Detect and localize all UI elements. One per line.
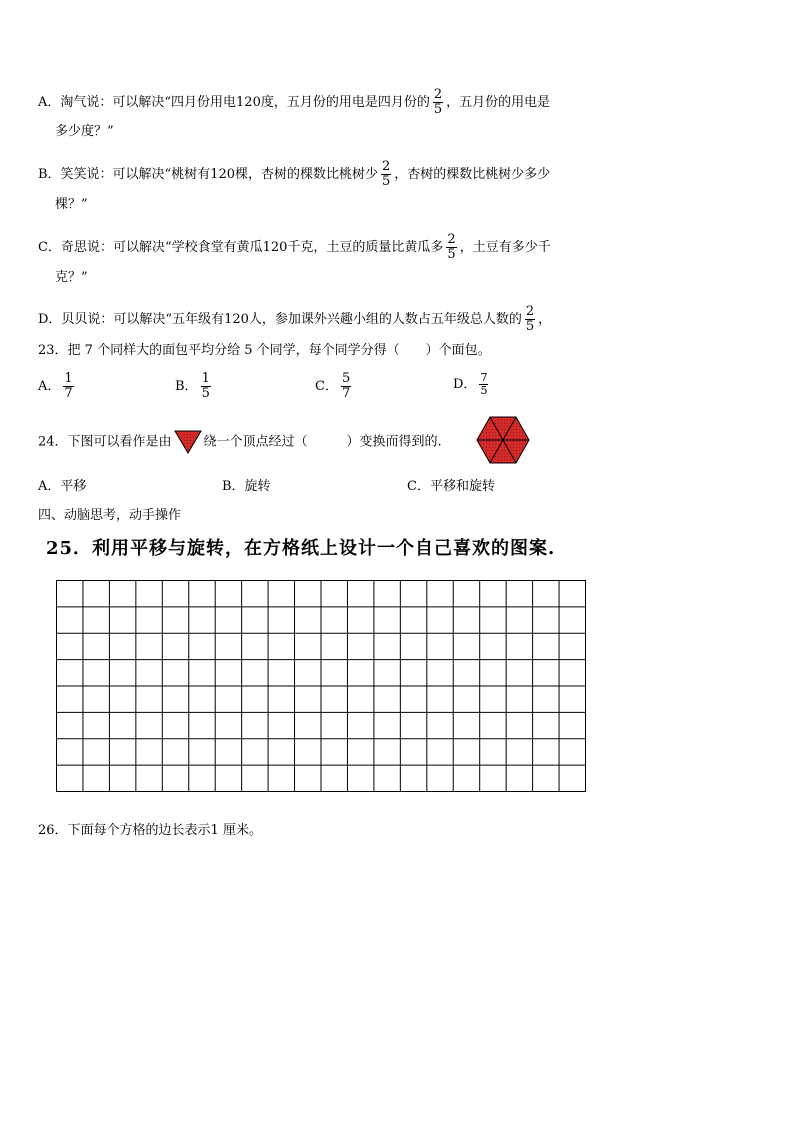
choice-label: C． — [315, 379, 338, 394]
question-23: 23．把 7 个同样大的面包平均分给 5 个同学，每个同学分得（ ）个面包。 — [38, 343, 491, 358]
fraction-denominator: 5 — [480, 384, 488, 397]
q23-choice-c[interactable] — [315, 372, 354, 401]
choice-fraction — [341, 372, 351, 401]
question-26: 26．下面每个方格的边长表示1 厘米。 — [38, 823, 262, 838]
fraction-2-5 — [525, 305, 535, 334]
fraction-denominator: 5 — [433, 102, 443, 117]
fraction-denominator: 7 — [64, 386, 73, 401]
fraction-denominator: 5 — [201, 386, 210, 401]
fraction-2-5 — [433, 88, 443, 117]
fraction-denominator: 5 — [447, 247, 456, 262]
option-c-text: C．奇思说：可以解决“学校食堂有黄瓜120千克，土豆的质量比黄瓜多 — [38, 240, 444, 255]
fraction-denominator: 5 — [525, 319, 535, 334]
fraction-2-5 — [381, 160, 391, 189]
option-a-text: A．淘气说：可以解决“四月份用电120度，五月份的用电是四月份的 — [38, 95, 430, 110]
red-triangle-icon — [174, 430, 202, 454]
option-d-line1 — [38, 305, 551, 334]
q24-text-before: 24．下图可以看作是由 — [38, 434, 172, 450]
section-4-heading: 四、动脑思考，动手操作 — [38, 508, 182, 523]
choice-fraction — [63, 372, 73, 401]
grid-lines — [56, 580, 586, 792]
fraction-numerator: 2 — [433, 87, 443, 102]
choice-fraction — [201, 372, 211, 401]
option-b-text: B．笑笑说：可以解决“桃树有120棵，杏树的棵数比桃树少 — [38, 167, 379, 182]
q24-text-after: 绕一个顶点经过（ ）变换而得到的. — [203, 434, 442, 450]
fraction-numerator: 2 — [447, 232, 456, 247]
option-a-text-end: ，五月份的用电是 — [446, 95, 551, 110]
fraction-2-5 — [446, 233, 456, 262]
fraction-denominator: 5 — [382, 174, 391, 189]
option-b-text-end: ，杏树的棵数比桃树少多少 — [394, 167, 551, 182]
option-c-line2: 克？” — [55, 270, 88, 285]
option-c-text-end: ，土豆有多少千 — [459, 240, 551, 255]
hexagon-figure-icon — [476, 416, 530, 464]
question-25: 25．利用平移与旋转，在方格纸上设计一个自己喜欢的图案. — [46, 538, 556, 559]
choice-label: D． — [453, 377, 477, 392]
choice-label: B． — [175, 379, 198, 394]
fraction-numerator: 5 — [341, 371, 351, 386]
option-a-line1 — [38, 88, 550, 117]
choice-label: A． — [38, 379, 61, 394]
option-d-text-end: ， — [538, 312, 552, 327]
fraction-numerator: 1 — [201, 371, 210, 386]
option-a-line2: 多少度？” — [55, 124, 114, 139]
q23-choice-a[interactable] — [38, 372, 77, 401]
option-b-line2: 棵？” — [55, 197, 88, 212]
fraction-numerator: 7 — [480, 371, 488, 384]
option-d-text: D．贝贝说：可以解决“五年级有120人，参加课外兴趣小组的人数占五年级总人数的 — [38, 312, 522, 327]
q24-choice-a[interactable]: A．平移 — [38, 479, 87, 494]
question-24 — [38, 430, 442, 454]
option-c-line1 — [38, 233, 551, 262]
option-b-line1 — [38, 160, 550, 189]
q24-choice-c[interactable]: C．平移和旋转 — [407, 479, 495, 494]
q24-choice-b[interactable]: B．旋转 — [222, 479, 271, 494]
fraction-denominator: 7 — [341, 386, 351, 401]
q23-choice-b[interactable] — [175, 372, 214, 401]
q23-choice-d[interactable] — [453, 372, 491, 397]
fraction-numerator: 2 — [382, 159, 391, 174]
fraction-numerator: 2 — [525, 304, 535, 319]
fraction-numerator: 1 — [64, 371, 73, 386]
grid-paper[interactable] — [56, 580, 586, 792]
choice-fraction — [479, 372, 488, 397]
